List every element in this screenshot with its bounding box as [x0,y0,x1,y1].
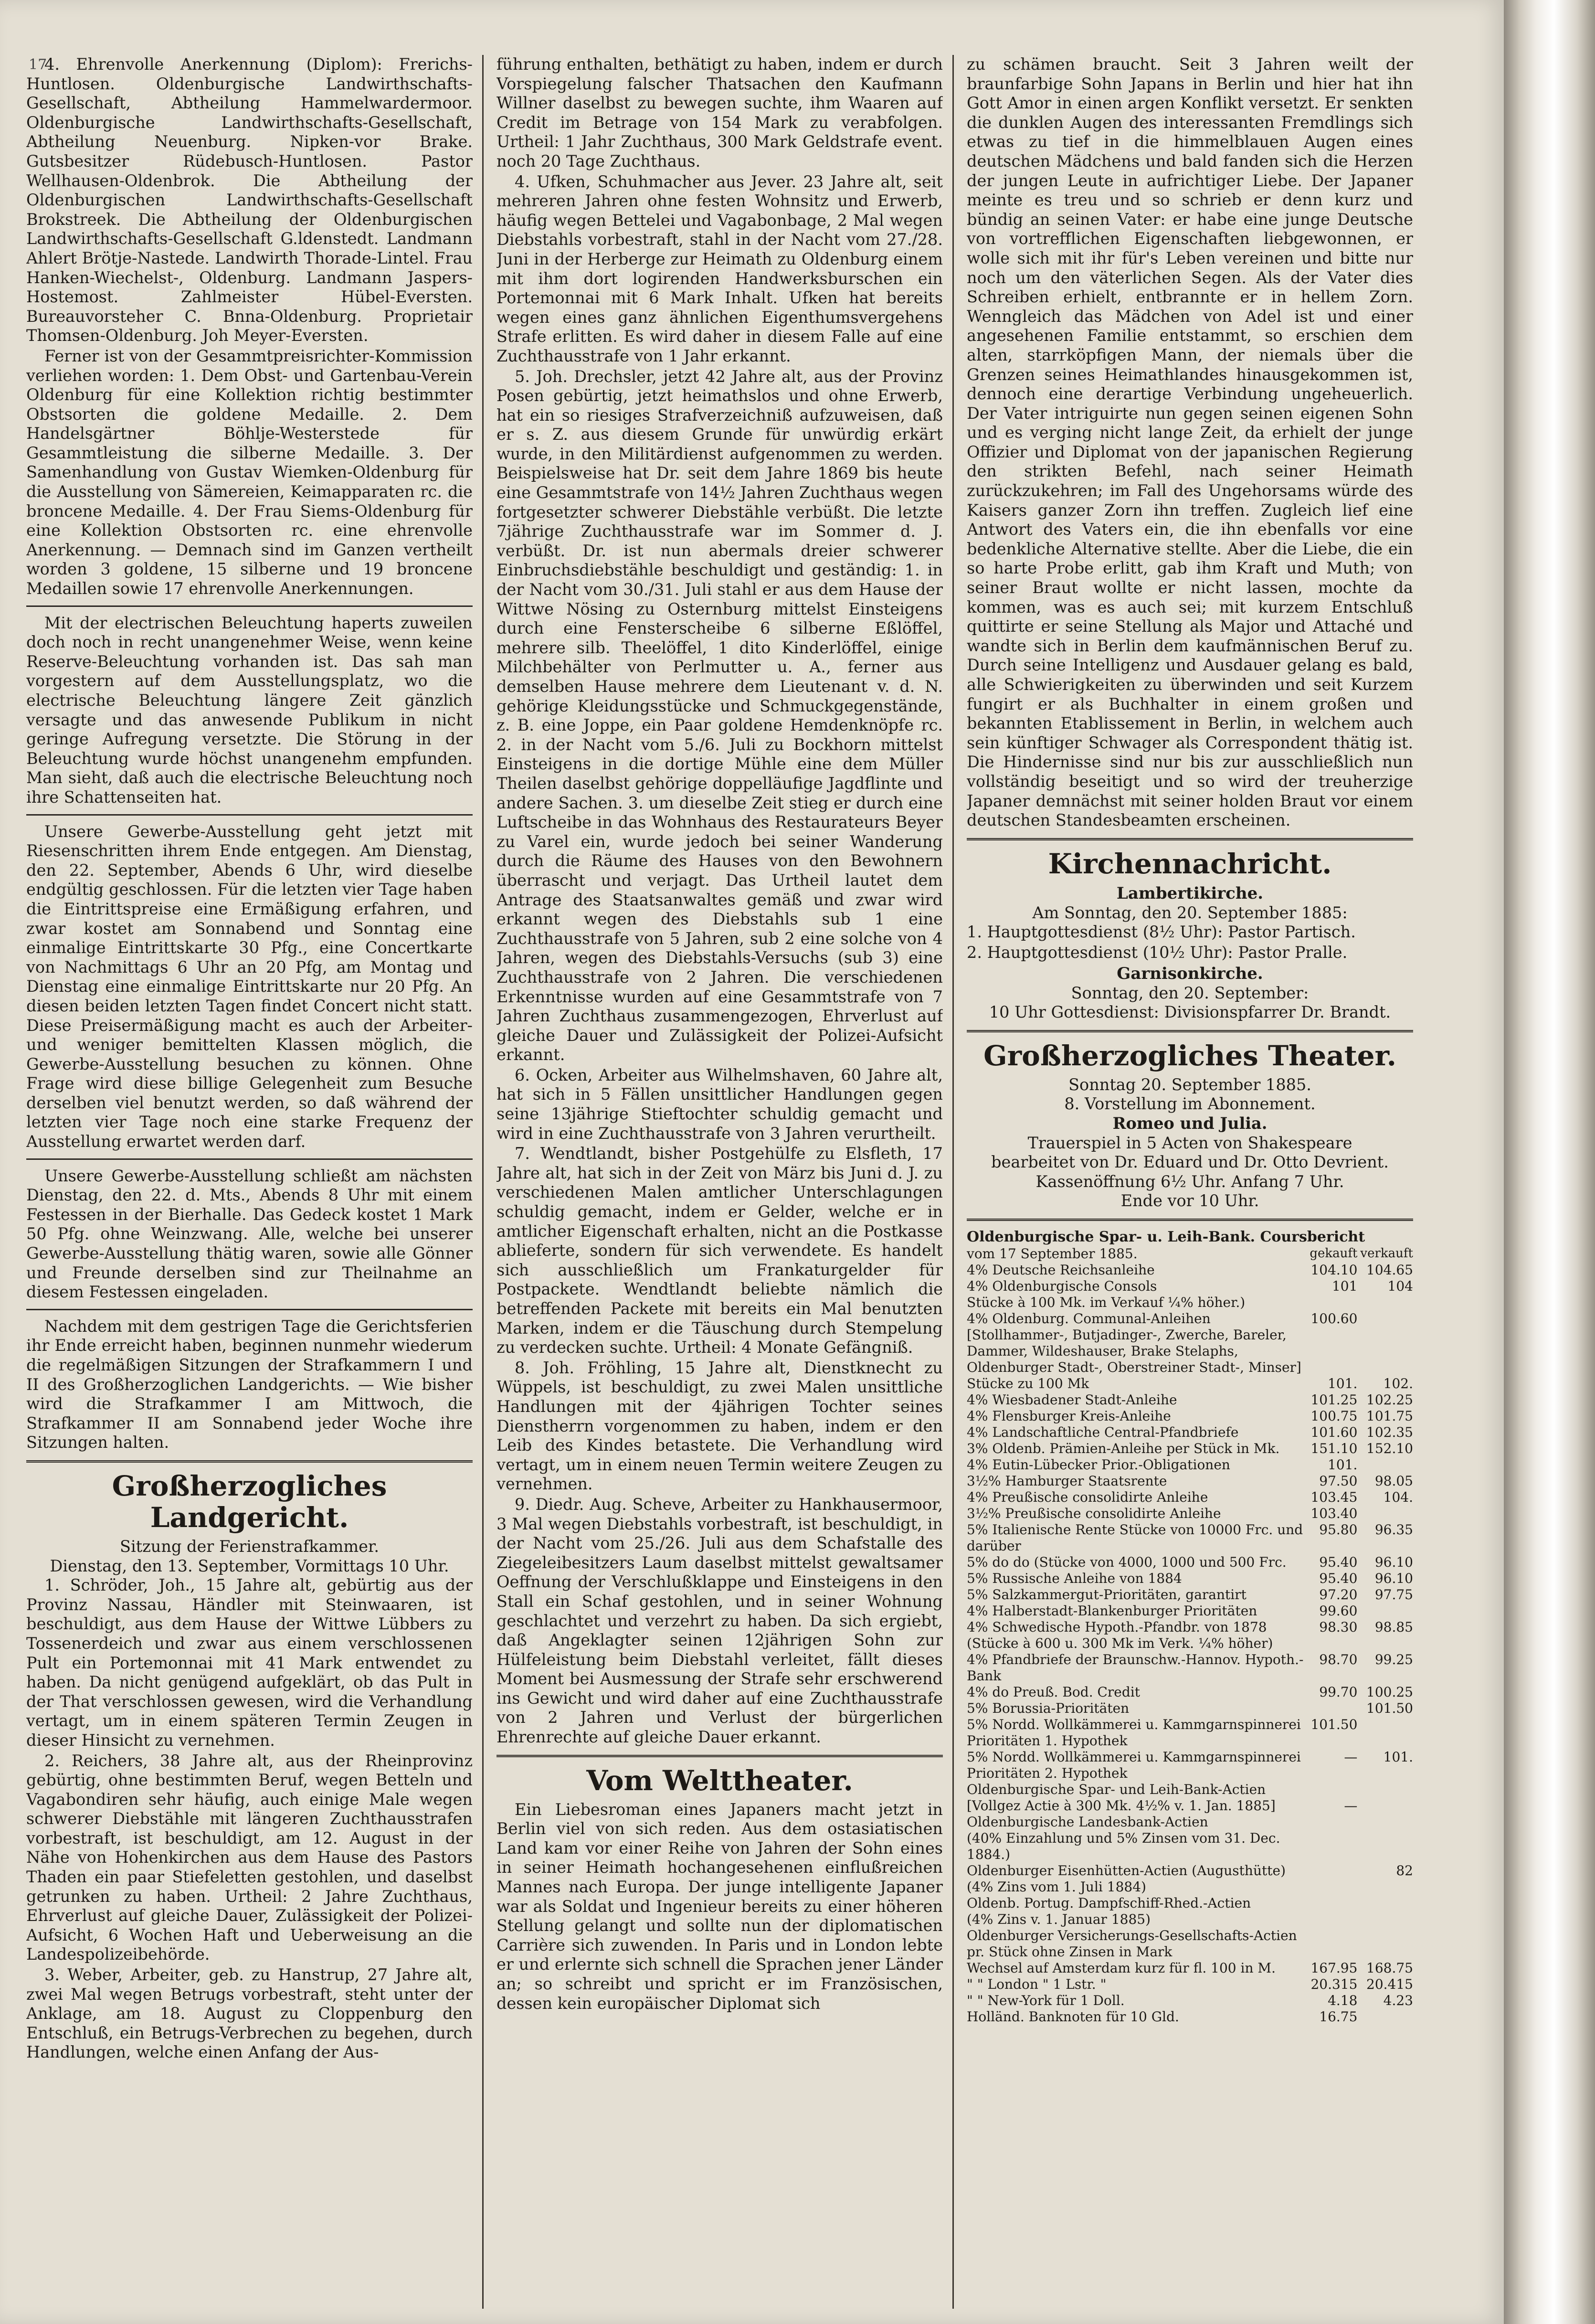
security-name: 4% Deutsche Reichsanleihe [967,1262,1155,1278]
security-name: 4% Schwedische Hypoth.-Pfandbr. von 1878 [967,1619,1267,1635]
divider [967,838,1413,840]
security-name: 3% Oldenb. Prämien-Anleihe per Stück in Mk. [967,1440,1280,1456]
price-cell [1357,1911,1413,1928]
church-line: 1. Hauptgottesdienst (8½ Uhr): Pastor Partisch. [967,923,1356,942]
security-name: 4% Oldenburgische Consols [967,1278,1157,1294]
theater-line: 8. Vorstellung im Abonnement. [1064,1094,1316,1114]
divider [26,1309,473,1310]
column-header: gekauft [1310,1246,1358,1261]
column-rule [482,55,484,2309]
divider [26,605,473,607]
price-cell: 104 [1387,1278,1413,1294]
court-holidays-article: Nachdem mit dem gestrigen Tage die Gerichtsferien ihr Ende erreicht haben, beginnen nunmehr wiederum die regelmäßigen Sitzungen der Strafkammern I und II des Großherzoglichen Landgerichts. — Wie bisher wird die Strafkammer I am Mittwoch, die Strafkammer II am Sonnabend jeder Woche ihre Sitzungen halten. [26,1316,473,1452]
price-cell [1357,1782,1413,1798]
section-heading-kirchennachricht: Kirchennachricht. [1048,847,1332,880]
divider [967,1030,1413,1032]
price-cell: 101.75 [1366,1408,1413,1424]
table-row [967,1295,1413,1311]
table-row [967,1652,1413,1684]
price-cell [1357,1635,1413,1652]
price-cell: 98.30 [1319,1619,1358,1635]
price-cell: 101. [1328,1375,1358,1391]
security-name: (4% Zins v. 1. Januar 1885) [967,1911,1151,1927]
price-cell [1357,1879,1413,1895]
table-row [967,1830,1413,1863]
security-name: 4% Landschaftliche Central-Pfandbriefe [967,1424,1239,1440]
table-row [967,1863,1413,1879]
price-cell [1357,1895,1413,1911]
price-cell: 95.40 [1319,1554,1358,1570]
court-case-7: 7. Wendtlandt, bisher Postgehülfe zu Elsfleth, 17 Jahre alt, hat sich in der Zeit von März bis Juni d. J. zu verschiedenen Malen amtlicher Unterschlagungen schuldig gemacht, indem er Gelder, welche er in amtlicher Eigenschaft erhalten, nicht an die Postkasse ablieferte, sondern für sich verwendete. Es handelt sich ausschließlich um Frankaturgelder für Postpackete. Wendtlandt beliebte nämlich die betreffenden Packete mit bereits ein Mal benutzten Marken, indem er die Täuschung durch Stempelung zu verdecken suchte. Urtheil: 4 Monate Gefängniß. [496,1144,943,1357]
course-report-title: Oldenburgische Spar- u. Leih-Bank. Coursbericht [967,1228,1365,1245]
price-cell: 100.25 [1366,1684,1413,1700]
price-cell: 98.70 [1319,1651,1358,1667]
price-cell [1357,1327,1413,1376]
table-row [967,1473,1413,1489]
table-row [967,1587,1413,1603]
table-row [967,1814,1413,1830]
security-name: (Stücke à 600 u. 300 Mk im Verk. ¼% höher) [967,1635,1273,1651]
price-cell: 101. [1328,1456,1358,1473]
table-row [967,1489,1413,1506]
table-row [967,1327,1413,1376]
price-cell: 96.10 [1374,1554,1413,1570]
table-row [967,1960,1413,1976]
table-row [967,1408,1413,1424]
course-rows [967,1262,1413,2025]
table-row [967,1717,1413,1749]
session-title: Sitzung der Ferienstrafkammer. [120,1537,379,1556]
price-cell: 101.50 [1366,1700,1413,1716]
price-cell [1307,1863,1357,1879]
table-row [967,1684,1413,1700]
table-row [967,1619,1413,1635]
price-cell [1307,1814,1357,1830]
court-case-5: 5. Joh. Drechsler, jetzt 42 Jahre alt, aus der Provinz Posen gebürtig, jetzt heimathslos und ohne Erwerb, hat ein so riesiges Strafverzeichniß aufzuweisen, daß er s. Z. aus diesem Grunde für unwürdig erkärt wurde, in den Militärdienst aufgenommen zu werden. Beispielsweise hat Dr. seit dem Jahre 1869 bis heute eine Gesammtstrafe von 14½ Jahren Zuchthaus wegen fortgesetzter schwerer Diebstähle verbüßt. Die letzte 7jährige Zuchthausstrafe war im Sommer d. J. verbüßt. Dr. ist nun abermals dreier schwerer Einbruchsdiebstähle beschuldigt und geständig: 1. in der Nacht vom 30./31. Juli stahl er aus dem Hause der Wittwe Nösing zu Osternburg mittelst Einsteigens durch eine Fensterscheibe 6 silberne Eßlöffel, mehrere silb. Theelöffel, 1 dito Kinderlöffel, einige Milchbehälter von Perlmutter u. A., ferner aus demselben Hause mehrere dem Lieutenant v. d. N. gehörige Kleidungsstücke und Schmuckgegenstände, z. B. eine Joppe, ein Paar goldene Hemdenknöpfe rc. 2. in der Nacht vom 5./6. Juli zu Bockhorn mittelst Einsteigens in die dortige Mühle eine dem Müller Theilen daselbst gehörige doppelläufige Jagdflinte und andere Sachen. 3. um dieselbe Zeit stieg er durch eine Luftscheibe in das Wohnhaus des Restaurateurs Beyer zu Varel ein, wurde jedoch bei seiner Wanderung durch die Räume des Hauses von den Bewohnern überrascht und verjagt. Das Urtheil lautet dem Antrage des Staatsanwaltes gemäß und zwar wird erkannt wegen des Diebstahls sub 1 eine Zuchthausstrafe von 5 Jahren, sub 2 eine solche von 4 Jahren, wegen des Diebstahls-Versuchs (sub 3) eine Zuchthausstrafe von 2 Jahren. Die verschiedenen Erkenntnisse wurden auf eine Gesammtstrafe von 7 Jahren Zuchthaus zusammengezogen, Ehrverlust auf gleiche Dauer und Zulässigkeit der Polizei-Aufsicht erkannt. [496,367,943,1064]
price-cell [1307,1295,1357,1311]
price-cell: 103.45 [1310,1489,1358,1505]
awards-diploma: 4. Ehrenvolle Anerkennung (Diplom): Frerichs-Huntlosen. Oldenburgische Landwirthschafts-Gesellschaft, Abtheilung Hammelwardermoor. Oldenburgische Landwirthschafts-Gesellschaft, Abtheilung Neuenburg. Nipken-vor Brake. Gutsbesitzer Rüdebusch-Huntlosen. Pastor Wellhausen-Oldenbrok. Die Abtheilung der Oldenburgischen Landwirthschafts-Gesellschaft Brokstreek. Die Abtheilung der Oldenburgischen Landwirthschafts-Gesellschaft G.ldenstedt. Landmann Ahlert Brötje-Nastede. Landwirth Thorade-Lintel. Frau Hanken-Wiechelst-, Oldenburg. Landmann Jaspers-Hostemost. Zahlmeister Hübel-Eversten. Bureauvorsteher C. Bnna-Oldenburg. Proprietair Thomsen-Oldenburg. Joh Meyer-Eversten. [26,55,473,345]
divider [26,814,473,816]
table-row [967,1700,1413,1717]
table-row [967,1911,1413,1928]
banquet-article: Unsere Gewerbe-Ausstellung schließt am nächsten Dienstag, den 22. d. Mts., Abends 8 Uhr mit einem Festessen in der Bierhalle. Das Gedeck kostet 1 Mark 50 Pfg. ohne Weinzwang. Alle, welche bei unserer Gewerbe-Ausstellung thätig waren, sowie alle Gönner und Freunde derselben sind zur Theilnahme an diesem Festessen eingeladen. [26,1166,473,1302]
japanese-romance-continued: zu schämen braucht. Seit 3 Jahren weilt der braunfarbige Sohn Japans in Berlin und hier hat ihn Gott Amor in einen argen Konflikt versetzt. Er senkten die dunklen Augen des interessanten Fremdlings sich etwas zu tief in die himmelblauen Augen eines deutschen Mädchens und bald fanden sich die Herzen der jungen Leute in aufrichtiger Liebe. Der Japaner meinte es treu und so schrieb er denn kurz und bündig an seinen Vater: er habe eine junge Deutsche von vortrefflichen Eigenschaften liebgewonnen, er wolle sich mit ihr für's Leben vereinen und bitte nur noch um den väterlichen Segen. Als der Vater dies Schreiben erhielt, entbrannte er in hellem Zorn. Wenngleich das Mädchen von Adel ist und einer angesehenen Familie entstammt, so erschien dem alten, starrköpfigen Mann, der niemals über die Grenzen seines Heimathlandes hinausgekommen ist, dennoch eine derartige Verbindung ungeheuerlich. Der Vater intriguirte nun gegen seinen eigenen Sohn und es verging nicht lange Zeit, da erhielt der junge Offizier und Diplomat von der japanischen Regierung den strikten Befehl, nach seiner Heimath zurückzukehren; im Fall des Ungehorsams würde des Kaisers ganzer Zorn ihn treffen. Zugleich lief eine Antwort des Vaters ein, die ihn ebenfalls vor eine bedenkliche Alternative stellte. Aber die Liebe, die ein so harte Probe erlitt, gab ihm Kraft und Muth; von seiner Braut wollte er nicht lassen, mochte da kommen, was es auch sei; mit kurzem Entschluß quittirte er seine Stellung als Major und Attaché und wandte sich in Berlin dem kaufmännischen Beruf zu. Durch seine Intelligenz und Ausdauer gelang es bald, alle Schwierigkeiten zu überwinden und seit Kurzem fungirt er als Buchhalter in einem großen und bekannten Etablissement in Berlin, in welchem auch sein künftiger Schwager als Correspondent thätig ist. Die Hindernisse sind nur bis zur ausschließlich nun vollständig beseitigt und so wird der treuherzige Japaner demnächst mit seiner holden Braut vor einem deutschen Standesbeamten erscheinen. [967,55,1413,830]
price-cell [1307,1879,1357,1895]
table-row [967,1993,1413,2009]
security-name: " " New-York für 1 Doll. [967,1992,1125,2008]
security-name: 4% Oldenburg. Communal-Anleihen [967,1310,1211,1326]
trade-exhibition-article: Unsere Gewerbe-Ausstellung geht jetzt mit Riesenschritten ihrem Ende entgegen. Am Dienstag, den 22. September, Abends 6 Uhr, wird dieselbe endgültig geschlossen. Für die letzten vier Tage haben die Eintrittspreise eine Ermäßigung erfahren, und zwar kostet am Sonnabend und Sonntag eine einmalige Eintrittskarte 30 Pfg., eine Concertkarte von Nachmittags 6 Uhr an 20 Pfg, am Montag und Dienstag eine einmalige Eintrittskarte nur 20 Pfg. An diesen beiden letzten Tagen findet Concert nicht statt. Diese Preisermäßigung macht es auch der Arbeiter- und weniger bemittelten Klassen möglich, die Gewerbe-Ausstellung besuchen zu können. Ohne Frage wird diese billige Gelegenheit zum Besuche derselben viel benutzt werden, so daß während der letzten vier Tage noch eine starke Frequenz der Ausstellung erwartet werden darf. [26,822,473,1151]
price-cell [1357,1830,1413,1863]
church-line: 2. Hauptgottesdienst (10½ Uhr): Pastor Pralle. [967,943,1348,962]
price-cell [1307,1830,1357,1863]
price-cell: 102. [1383,1375,1413,1391]
price-cell: 167.95 [1310,1960,1358,1976]
security-name: 4% Wiesbadener Stadt-Anleihe [967,1391,1177,1408]
court-case-4: 4. Ufken, Schuhmacher aus Jever. 23 Jahre alt, seit mehreren Jahren ohne festen Wohnsitz und Erwerb, häufig wegen Bettelei und Vagabonbage, 2 Mal wegen Diebstahls vorbestraft, stahl in der Nacht vom 27./28. Juni in der Herberge zur Heimath zu Oldenburg einem mit ihm dort logirenden Handwerksburschen ein Portemonnai mit 6 Mark Inhalt. Ufken hat bereits wegen eines ganz ähnlichen Eigenthumsvergehens Strafe erlitten. Es wird daher in diesem Falle auf eine Zuchthausstrafe von 1 Jahr erkannt. [496,172,943,365]
security-name: (40% Einzahlung und 5% Zinsen vom 31. Dec. 1884.) [967,1830,1280,1862]
security-name: 5% Italienische Rente Stücke von 10000 Frc. und darüber [967,1521,1303,1554]
price-cell [1357,1717,1413,1749]
price-cell [1307,1700,1357,1717]
table-row [967,1879,1413,1895]
column-3 [967,55,1413,2309]
table-row [967,1798,1413,1814]
security-name: 3½% Hamburger Staatsrente [967,1473,1167,1489]
security-name: Stücke zu 100 Mk [967,1375,1089,1391]
security-name: 4% do Preuß. Bod. Credit [967,1684,1141,1700]
book-edge [1504,0,1595,2324]
japanese-romance-article: Ein Liebesroman eines Japaners macht jetzt in Berlin viel von sich reden. Aus dem ostasiatischen Land kam vor einer Reihe von Jahren der Sohn eines in seiner Heimath hochangesehenen einflußreichen Mannes nach Europa. Der junge intelligente Japaner war als Soldat und Ingenieur bereits zu einer höheren Stellung gelangt und sollte nun der diplomatischen Carrière sich zuwenden. In Paris und in London lebte er und erlernte sich schnell die Sprachen jener Länder an; so schreibt und spricht er im Französischen, dessen kein europäischer Diplomat sich [496,1800,943,2013]
security-name: 5% Borussia-Prioritäten [967,1700,1130,1716]
section-heading-theater: Großherzogliches Theater. [983,1039,1396,1072]
session-date: Dienstag, den 13. September, Vormittags 10 Uhr. [50,1556,449,1575]
theater-line: Ende vor 10 Uhr. [1120,1191,1259,1210]
table-row [967,1976,1413,1993]
price-cell [1307,1782,1357,1798]
court-case-3: 3. Weber, Arbeiter, geb. zu Hanstrup, 27 Jahre alt, zwei Mal wegen Betrugs vorbestraft, steht unter der Anklage, am 18. August zu Cloppenburg den Entschluß, ein Betrugs-Verbrechen zu begehen, durch Handlungen, welche einen Anfang der Aus- [26,1965,473,2062]
table-row [967,2009,1413,2025]
theater-play-title: Romeo und Julia. [1112,1114,1268,1133]
church-name: Lambertikirche. [1116,883,1264,903]
security-name: 4% Eutin-Lübecker Prior.-Obligationen [967,1456,1230,1473]
security-name: Holländ. Banknoten für 10 Gld. [967,2008,1179,2025]
security-name: (4% Zins vom 1. Juli 1884) [967,1878,1146,1895]
table-row [967,1441,1413,1457]
court-case-8: 8. Joh. Fröhling, 15 Jahre alt, Dienstknecht zu Wüppels, ist beschuldigt, zu zwei Malen unsittliche Handlungen mit der 4jährigen Tochter seines Dienstherrn vorgenommen zu haben, indem er den Leib des Kindes betastete. Die Verhandlung wird vertagt, um in einem neuen Termin weitere Zeugen zu vernehmen. [496,1358,943,1494]
security-name: 3½% Preußische consolidirte Anleihe [967,1505,1221,1521]
price-cell [1357,1311,1413,1327]
price-cell: — [1344,1749,1358,1765]
divider [967,1219,1413,1221]
price-cell: 101. [1383,1749,1413,1765]
table-row [967,1311,1413,1327]
price-cell: 97.20 [1319,1586,1358,1602]
price-cell: 101 [1331,1278,1358,1294]
security-name: Wechsel auf Amsterdam kurz für fl. 100 in M. [967,1960,1276,1976]
table-row [967,1635,1413,1652]
price-cell [1307,1911,1357,1928]
price-cell: 98.05 [1374,1473,1413,1489]
price-cell [1357,1603,1413,1619]
electric-lighting-article: Mit der electrischen Beleuchtung haperts zuweilen doch noch in recht unangenehmer Weise, wenn keine Reserve-Beleuchtung vorhanden ist. Das sah man vorgestern auf dem Ausstellungsplatz, wo die electrische Beleuchtung längere Zeit gänzlich versagte und das anwesende Publikum in nicht geringe Aufregung versetzte. Die Störung in der Beleuchtung wurde höchst unangenehm empfunden. Man sieht, daß auch die electrische Beleuchtung noch ihre Schattenseiten hat. [26,613,473,807]
table-header-row [967,1246,1413,1262]
court-case-9: 9. Diedr. Aug. Scheve, Arbeiter zu Hankhausermoor, 3 Mal wegen Diebstahls vorbestraft, ist beschuldigt, in der Nacht vom 25./26. Juli aus dem Schafstalle des Ziegeleibesitzers Laum daselbst mittelst gewaltsamer Oeffnung der Verschlußklappe und Einsteigens in den Stall ein Schaf gestohlen, und in seiner Wohnung geschlachtet und verzehrt zu haben. Da sich ergiebt, daß Angeklagter seinen 12jährigen Sohn zur Hülfeleistung beim Diebstahl verleitet, fällt dieses Moment bei Ausmessung der Strafe sehr erschwerend ins Gewicht und wird daher auf eine Zuchthausstrafe von 2 Jahren und Verlust der bürgerlichen Ehrenrechte auf gleiche Dauer erkannt. [496,1495,943,1747]
price-cell [1357,1928,1413,1960]
price-cell [1357,2009,1413,2025]
price-cell [1357,1814,1413,1830]
security-name: 5% Russische Anleihe von 1884 [967,1570,1182,1586]
security-name: Stücke à 100 Mk. im Verkauf ¼% höher.) [967,1294,1246,1310]
theater-line: bearbeitet von Dr. Eduard und Dr. Otto Devrient. [991,1153,1389,1172]
price-cell [1307,1928,1357,1960]
price-cell: 20.315 [1310,1976,1358,1992]
price-cell: 95.80 [1319,1521,1358,1538]
price-cell: 99.25 [1374,1651,1413,1667]
price-cell: 104.65 [1366,1262,1413,1278]
security-name: Oldenburger Eisenhütten-Actien (Augusthütte) [967,1862,1286,1878]
price-cell: 100.60 [1310,1310,1358,1326]
price-cell [1357,1506,1413,1522]
court-case-1: 1. Schröder, Joh., 15 Jahre alt, gebürtig aus der Provinz Nassau, Händler mit Steinwaaren, ist beschuldigt, aus dem Hause der Wittwe Lübbers zu Tossenerdeich und zwar aus einem verschlossenen Pult ein Portemonnai mit 41 Mark entwendet zu haben. Da nicht genügend aufgeklärt, ob das Pult in der That verschlossen gewesen, wird die Verhandlung vertagt, um in einem späteren Termin Zeugen in dieser Hinsicht zu vernehmen. [26,1576,473,1750]
price-cell: 95.40 [1319,1570,1358,1586]
column-1 [26,55,473,2309]
court-case-3-continued: führung enthalten, bethätigt zu haben, indem er durch Vorspiegelung falscher Thatsachen den Kaufmann Willner daselbst zu bewegen suchte, ihm Waaren auf Credit im Betrage von 154 Mark zu verabfolgen. Urtheil: 1 Jahr Zuchthaus, 300 Mark Geldstrafe event. noch 20 Tage Zuchthaus. [496,55,943,170]
security-name: Oldenburger Versicherungs-Gesellschafts-Actien pr. Stück ohne Zinsen in Mark [967,1927,1297,1960]
price-cell: — [1344,1797,1358,1814]
price-cell: 104. [1383,1489,1413,1505]
column-rule [952,55,954,2309]
divider [26,1460,473,1463]
table-row [967,1522,1413,1554]
column-2 [496,55,943,2309]
price-cell [1307,1895,1357,1911]
theater-line: Trauerspiel in 5 Acten von Shakespeare [1027,1133,1352,1152]
security-name: 5% Salzkammergut-Prioritäten, garantirt [967,1586,1246,1602]
price-cell: 100.75 [1310,1408,1358,1424]
security-name: 4% Flensburger Kreis-Anleihe [967,1408,1171,1424]
awards-commission: Ferner ist von der Gesammtpreisrichter-Kommission verliehen worden: 1. Dem Obst- und Gartenbau-Verein Oldenburg für eine Kollektion richtig bestimmter Obstsorten die goldene Medaille. 2. Dem Handelsgärtner Böhlje-Westerstede für Gesammtleistung die silberne Medaille. 3. Der Samenhandlung von Gustav Wiemken-Oldenburg für die Ausstellung von Sämereien, Keimapparaten rc. die broncene Medaille. 4. Der Frau Siems-Oldenburg für eine Kollektion Obstsorten rc. eine ehrenvolle Anerkennung. — Demnach sind im Ganzen vertheilt worden 3 goldene, 15 silberne und 19 broncene Medaillen sowie 17 ehrenvolle Anerkennungen. [26,346,473,598]
table-row [967,1928,1413,1960]
price-cell: 96.35 [1374,1521,1413,1538]
price-cell: 16.75 [1319,2008,1358,2025]
course-date: vom 17 September 1885. [967,1245,1138,1262]
price-cell: 99.60 [1319,1602,1358,1619]
price-cell: 101.25 [1310,1391,1358,1408]
price-cell: 97.50 [1319,1473,1358,1489]
church-line: Sonntag, den 20. September: [1071,983,1309,1002]
price-cell: 98.85 [1374,1619,1413,1635]
table-row [967,1506,1413,1522]
price-cell: 101.50 [1310,1716,1358,1732]
section-heading-landgericht: Großherzogliches Landgericht. [112,1469,387,1534]
security-name: 4% Pfandbriefe der Braunschw.-Hannov. Hypoth.-Bank [967,1651,1304,1684]
price-cell: 102.35 [1366,1424,1413,1440]
table-row [967,1278,1413,1295]
security-name: 5% Nordd. Wollkämmerei u. Kammgarnspinnerei Prioritäten 2. Hypothek [967,1749,1301,1781]
price-cell [1357,1457,1413,1473]
price-cell: 104.10 [1310,1262,1358,1278]
security-name: " " London " 1 Lstr. " [967,1976,1107,1992]
table-row [967,1376,1413,1392]
divider [26,1158,473,1160]
security-name: Oldenburgische Landesbank-Actien [967,1814,1208,1830]
table-row [967,1749,1413,1782]
table-row [967,1571,1413,1587]
price-cell: 97.75 [1374,1586,1413,1602]
price-cell: 99.70 [1319,1684,1358,1700]
price-cell [1357,1798,1413,1814]
price-cell: 151.10 [1310,1440,1358,1456]
price-cell: 4.23 [1383,1992,1413,2008]
price-cell: 168.75 [1366,1960,1413,1976]
table-row [967,1262,1413,1278]
divider [496,1755,943,1757]
security-name: [Stollhammer-, Butjadinger-, Zwerche, Bareler, Dammer, Wildeshauser, Brake Stelaphs, Oldenburger Stadt-, Oberstreiner Stadt-, Minser] [967,1326,1301,1375]
table-row [967,1603,1413,1619]
court-case-6: 6. Ocken, Arbeiter aus Wilhelmshaven, 60 Jahre alt, hat sich in 5 Fällen unsittlicher Handlungen gegen seine 13jährige Stieftochter schuldig gemacht und wird in eine Zuchthausstrafe von 3 Jahren verurtheilt. [496,1065,943,1143]
security-name: 5% do do (Stücke von 4000, 1000 und 500 Frc. [967,1554,1287,1570]
church-name: Garnisonkirche. [1117,964,1263,983]
section-heading-welttheater: Vom Welttheater. [586,1764,853,1797]
security-name: Oldenburgische Spar- und Leih-Bank-Actien [967,1781,1266,1797]
theater-line: Sonntag 20. September 1885. [1068,1075,1311,1094]
church-line: Am Sonntag, den 20. September 1885: [1032,903,1348,922]
course-report-table [967,1246,1413,2025]
table-row [967,1392,1413,1408]
security-name: 5% Nordd. Wollkämmerei u. Kammgarnspinnerei Prioritäten 1. Hypothek [967,1716,1301,1749]
theater-line: Kassenöffnung 6½ Uhr. Anfang 7 Uhr. [1035,1172,1344,1191]
price-cell: 4.18 [1328,1992,1358,2008]
price-cell: 20.415 [1366,1976,1413,1992]
price-cell [1307,1327,1357,1376]
table-row [967,1457,1413,1473]
price-cell: 102.25 [1366,1391,1413,1408]
security-name: 4% Halberstadt-Blankenburger Prioritäten [967,1602,1257,1619]
security-name: [Vollgez Actie à 300 Mk. 4½% v. 1. Jan. 1885] [967,1797,1276,1814]
security-name: 4% Preußische consolidirte Anleihe [967,1489,1208,1505]
court-case-2: 2. Reichers, 38 Jahre alt, aus der Rheinprovinz gebürtig, ohne bestimmten Beruf, wegen Betteln und Vagabondiren sehr häufig, auch einige Male wegen schwerer Diebstähle mit längeren Zuchthausstrafen vorbestraft, ist beschuldigt, am 12. August in der Nähe von Hohenkirchen aus dem Hause des Pastors Thaden ein paar Stiefeletten gestohlen, und daselbst getrunken zu haben. Urtheil: 2 Jahre Zuchthaus, Ehrverlust auf gleiche Dauer, Zulässigkeit der Polizei-Aufsicht, 6 Wochen Haft und Ueberweisung an die Landespolizeibehörde. [26,1751,473,1964]
price-cell: 152.10 [1366,1440,1413,1456]
page-number: 17 [29,56,47,73]
column-header: verkauft [1360,1246,1413,1261]
price-cell [1307,1635,1357,1652]
table-row [967,1424,1413,1441]
price-cell: 82 [1396,1862,1413,1878]
table-row [967,1782,1413,1798]
table-row [967,1895,1413,1911]
security-name: Oldenb. Portug. Dampfschiff-Rhed.-Actien [967,1895,1251,1911]
church-line: 10 Uhr Gottesdienst: Divisionspfarrer Dr. Brandt. [989,1003,1391,1022]
price-cell: 96.10 [1374,1570,1413,1586]
price-cell: 101.60 [1310,1424,1358,1440]
table-row [967,1554,1413,1571]
price-cell [1357,1295,1413,1311]
price-cell: 103.40 [1310,1505,1358,1521]
